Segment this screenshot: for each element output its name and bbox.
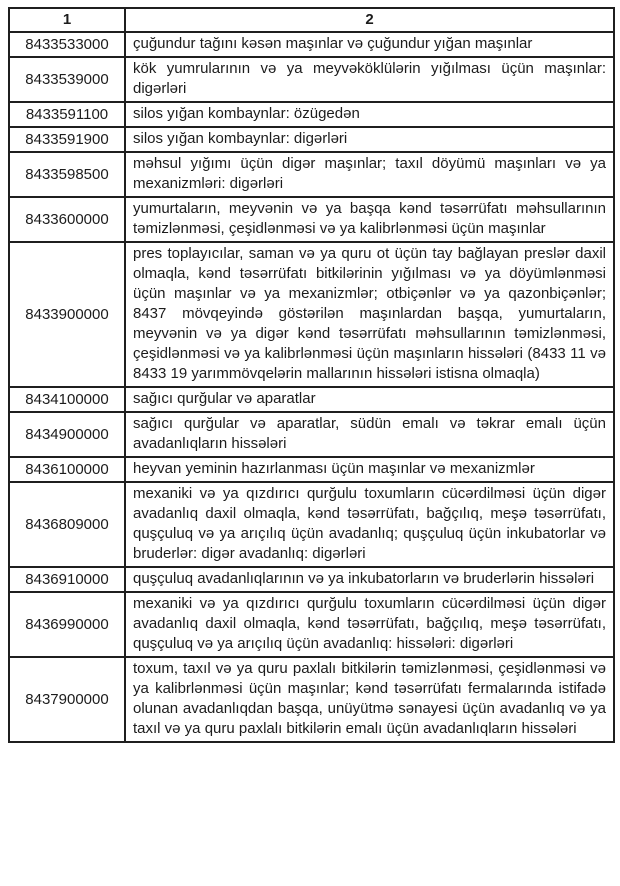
description-cell: sağıcı qurğular və aparatlar — [125, 387, 614, 412]
code-cell: 8436100000 — [9, 457, 125, 482]
table-row — [9, 197, 614, 242]
description-cell: silos yığan kombaynlar: özügedən — [125, 102, 614, 127]
code-cell: 8437900000 — [9, 657, 125, 742]
code-cell: 8434100000 — [9, 387, 125, 412]
description-cell: məhsul yığımı üçün digər maşınlar; taxıl döyümü maşınları və ya mexanizmləri: digərləri — [125, 152, 614, 197]
description-cell: heyvan yeminin hazırlanması üçün maşınlar və mexanizmlər — [125, 457, 614, 482]
description-cell: mexaniki və ya qızdırıcı qurğulu toxumların cücərdilməsi üçün digər avadanlıq daxil olmaqla, kənd təsərrüfatı, bağçılıq, meşə təsərrüfatı, quşçuluq və ya arıçılıq üçün avadanlıq: hissələri: digərləri — [125, 592, 614, 657]
table-row — [9, 482, 614, 567]
description-cell: sağıcı qurğular və aparatlar, südün emalı və təkrar emalı üçün avadanlıqların hissələri — [125, 412, 614, 457]
code-cell: 8436990000 — [9, 592, 125, 657]
code-cell: 8433591100 — [9, 102, 125, 127]
table-row — [9, 127, 614, 152]
table-row — [9, 457, 614, 482]
description-cell: kök yumrularının və ya meyvəköklülərin yığılması üçün maşınlar: digərləri — [125, 57, 614, 102]
table-row — [9, 592, 614, 657]
table-row — [9, 567, 614, 592]
description-cell: çuğundur tağını kəsən maşınlar və çuğundur yığan maşınlar — [125, 32, 614, 57]
column-header-description: 2 — [125, 8, 614, 32]
code-cell: 8433900000 — [9, 242, 125, 387]
header-row — [9, 8, 614, 32]
table-row — [9, 152, 614, 197]
description-cell: pres toplayıcılar, saman və ya quru ot üçün tay bağlayan preslər daxil olmaqla, kənd təsərrüfatı bitkilərinin yığılması və ya döyümlənməsi üçün maşınlar və ya mexanizmlər; otbiçənlər və ya qazonbiçənlər; 8437 mövqeyində göstərilən maşınlardan başqa, yumurtaların, meyvənin və ya digər kənd təsərrüfatı məhsullarının təmizlənməsi, çeşidlənməsi və ya kalibrlənməsi üçün maşınların hissələri (8433 11 və 8433 19 yarımmövqelərin mallarının hissələri istisna olmaqla) — [125, 242, 614, 387]
code-cell: 8433600000 — [9, 197, 125, 242]
table-row — [9, 242, 614, 387]
table-row — [9, 57, 614, 102]
table-row — [9, 32, 614, 57]
description-cell: quşçuluq avadanlıqlarının və ya inkubatorların və bruderlərin hissələri — [125, 567, 614, 592]
tariff-code-table — [8, 7, 615, 743]
table-row — [9, 387, 614, 412]
code-cell: 8433539000 — [9, 57, 125, 102]
column-header-code: 1 — [9, 8, 125, 32]
code-cell: 8434900000 — [9, 412, 125, 457]
table-row — [9, 657, 614, 742]
table-row — [9, 102, 614, 127]
code-cell: 8433533000 — [9, 32, 125, 57]
code-cell: 8436910000 — [9, 567, 125, 592]
description-cell: silos yığan kombaynlar: digərləri — [125, 127, 614, 152]
code-cell: 8436809000 — [9, 482, 125, 567]
description-cell: yumurtaların, meyvənin və ya başqa kənd təsərrüfatı məhsullarının təmizlənməsi, çeşidlənməsi və ya kalibrlənməsi üçün maşınlar — [125, 197, 614, 242]
code-cell: 8433598500 — [9, 152, 125, 197]
description-cell: mexaniki və ya qızdırıcı qurğulu toxumların cücərdilməsi üçün digər avadanlıq daxil olmaqla, kənd təsərrüfatı, bağçılıq, meşə təsərrüfatı, quşçuluq və ya arıçılıq üçün avadanlıq; quşçuluq üçün inkubatorlar və bruderlər: digər avadanlıq: digərləri — [125, 482, 614, 567]
table-row — [9, 412, 614, 457]
description-cell: toxum, taxıl və ya quru paxlalı bitkilərin təmizlənməsi, çeşidlənməsi və ya kalibrlənməsi üçün maşınlar; kənd təsərrüfatı fermalarında istifadə olunan avadanlıqdan başqa, unüyütmə sənayesi üçün avadanlıq və ya taxıl və ya quru paxlalı bitkilərin emalı üçün avadanlıqların hissələri — [125, 657, 614, 742]
code-cell: 8433591900 — [9, 127, 125, 152]
